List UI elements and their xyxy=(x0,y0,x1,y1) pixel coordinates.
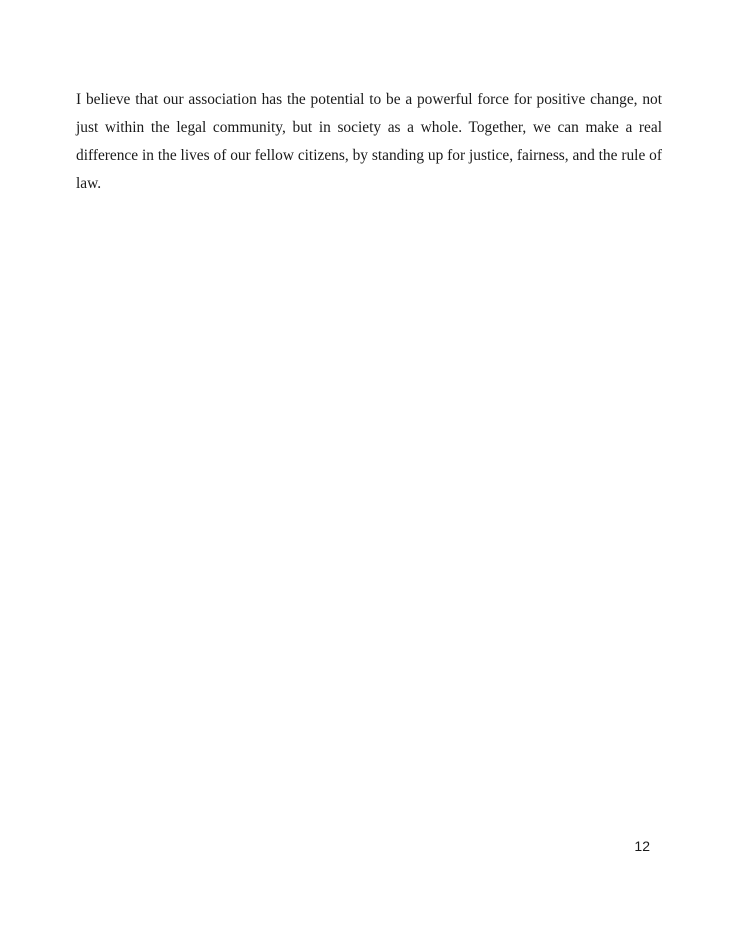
page-number: 12 xyxy=(634,838,650,854)
body-paragraph: I believe that our association has the potential to be a powerful force for positive change, not just within the legal community, but in society as a whole. Together, we can make a real difference in the lives of our fellow citizens, by standing up for justice, fairness, and the rule of law. xyxy=(76,91,662,192)
